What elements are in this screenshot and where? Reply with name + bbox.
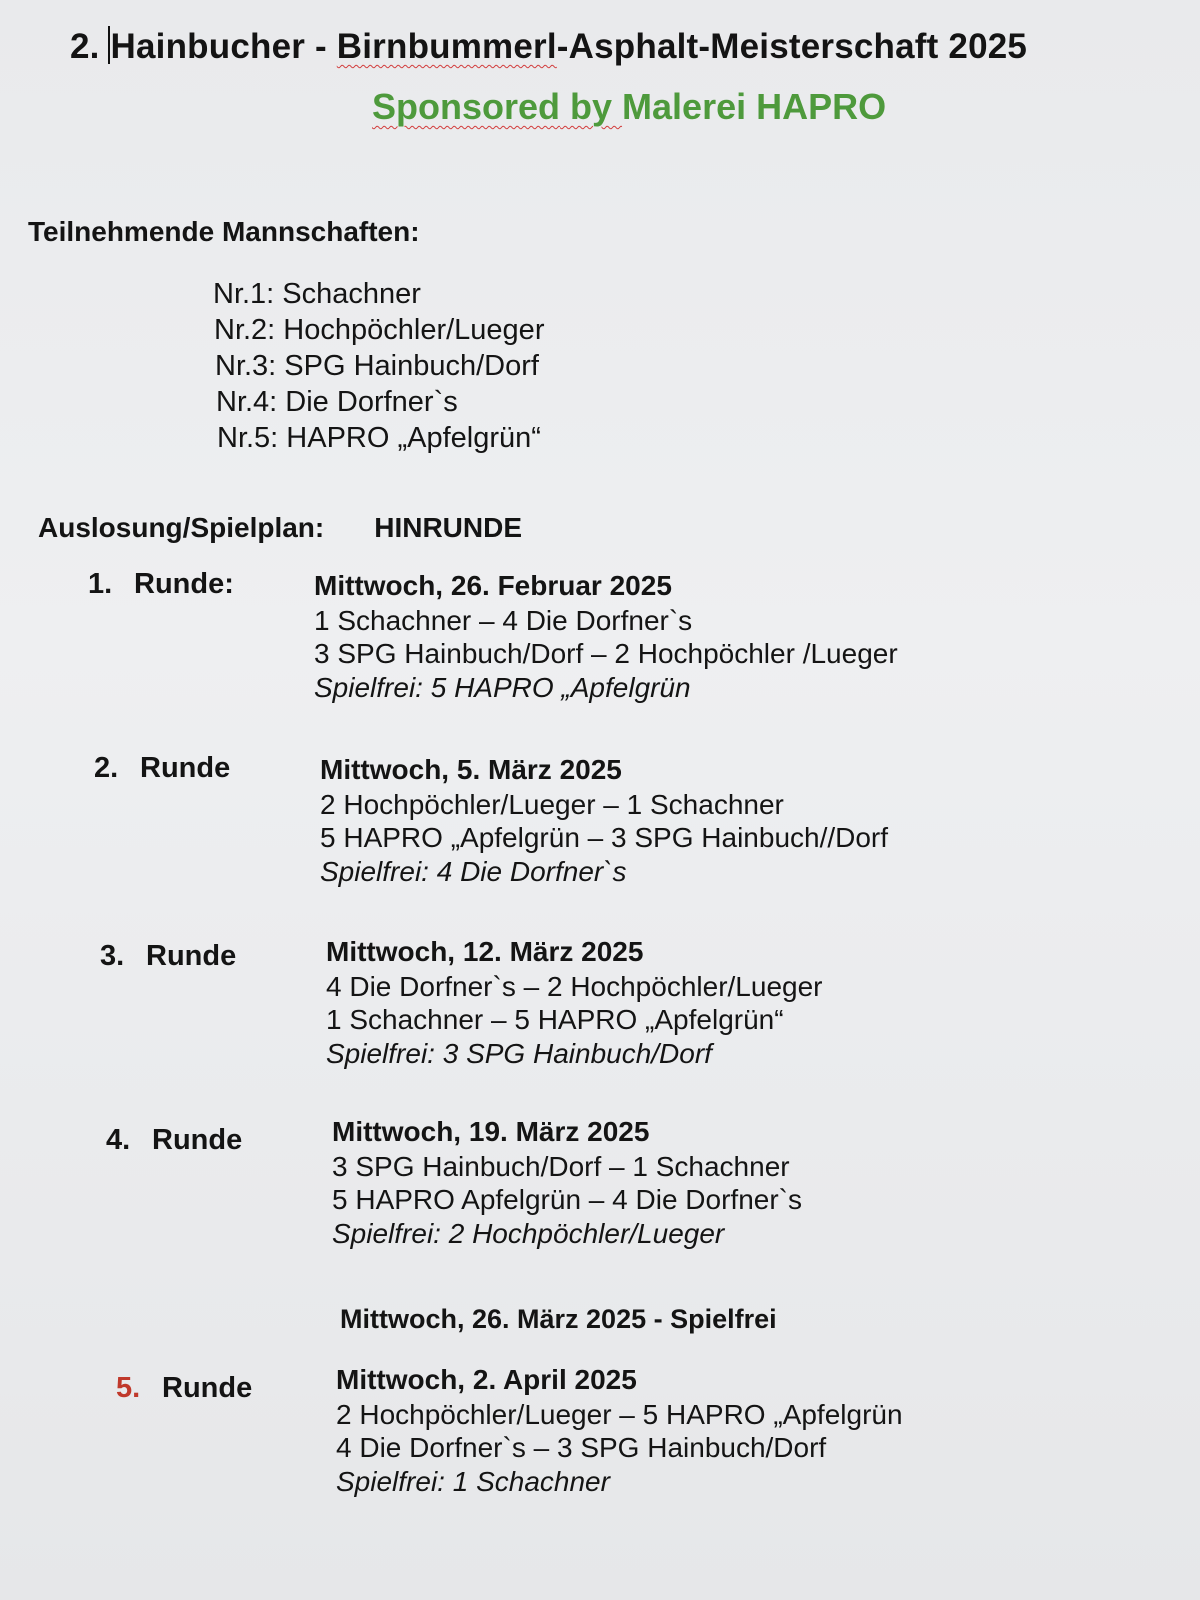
- match-line: 1 Schachner – 5 HAPRO „Apfelgrün“: [326, 1004, 784, 1035]
- match-line: 1 Schachner – 4 Die Dorfner`s: [314, 605, 693, 636]
- round-number: 4.: [106, 1124, 131, 1156]
- title-part-2: Birnbummerl: [336, 27, 557, 66]
- bye-line: Spielfrei: 5 HAPRO „Apfelgrün: [314, 672, 691, 703]
- title-number: 2.: [70, 27, 100, 66]
- round-details: [320, 752, 888, 890]
- round-label: [94, 752, 230, 785]
- team-item: Nr.3: SPG Hainbuch/Dorf: [215, 350, 539, 382]
- match-line: 2 Hochpöchler/Lueger – 5 HAPRO „Apfelgrün: [336, 1399, 903, 1430]
- round-word: Runde: [152, 1124, 243, 1156]
- match-line: 4 Die Dorfner`s – 2 Hochpöchler/Lueger: [326, 971, 823, 1002]
- round-label: [88, 568, 234, 601]
- round-details: [314, 568, 898, 706]
- round-word: Runde: [146, 940, 237, 972]
- bye-line: Spielfrei: 4 Die Dorfner`s: [320, 856, 627, 887]
- round-details: [326, 934, 822, 1072]
- title-part-3: -Asphalt-Meisterschaft 2025: [556, 27, 1028, 66]
- round-label: [116, 1372, 252, 1405]
- round-number: 3.: [100, 940, 125, 972]
- bye-week: Mittwoch, 26. März 2025 - Spielfrei: [340, 1304, 777, 1334]
- round-date: Mittwoch, 19. März 2025: [332, 1116, 650, 1147]
- match-line: 5 HAPRO „Apfelgrün – 3 SPG Hainbuch//Dorf: [320, 822, 889, 853]
- round-number: 1.: [88, 568, 113, 600]
- bye-line: Spielfrei: 2 Hochpöchler/Lueger: [332, 1218, 725, 1249]
- round-details: [332, 1114, 802, 1252]
- match-line: 3 SPG Hainbuch/Dorf – 2 Hochpöchler /Lueger: [314, 638, 898, 669]
- schedule-label: Auslosung/Spielplan:: [38, 512, 325, 543]
- sponsor-by: by: [560, 86, 623, 127]
- round-word: Runde: [162, 1372, 253, 1404]
- round-details: [336, 1362, 903, 1500]
- match-line: 4 Die Dorfner`s – 3 SPG Hainbuch/Dorf: [336, 1432, 827, 1463]
- team-item: Nr.4: Die Dorfner`s: [216, 386, 458, 418]
- round-label: [100, 940, 236, 973]
- teams-heading: Teilnehmende Mannschaften:: [28, 216, 420, 247]
- team-item: Nr.5: HAPRO „Apfelgrün“: [217, 422, 541, 454]
- sponsor-subtitle: [372, 86, 886, 128]
- text-cursor: [108, 26, 110, 64]
- title-part-1: Hainbucher -: [110, 27, 337, 66]
- round-date: Mittwoch, 12. März 2025: [326, 936, 644, 967]
- round-label: [106, 1124, 242, 1157]
- match-line: 3 SPG Hainbuch/Dorf – 1 Schachner: [332, 1151, 790, 1182]
- team-item: Nr.2: Hochpöchler/Lueger: [214, 314, 545, 346]
- round-number: 5.: [116, 1372, 141, 1404]
- document-title: [70, 26, 1027, 67]
- round-word: Runde: [140, 752, 231, 784]
- bye-line: Spielfrei: 3 SPG Hainbuch/Dorf: [326, 1038, 712, 1069]
- round-date: Mittwoch, 26. Februar 2025: [314, 570, 672, 601]
- round-date: Mittwoch, 2. April 2025: [336, 1364, 637, 1395]
- schedule-phase: HINRUNDE: [374, 512, 523, 543]
- schedule-heading: [38, 512, 522, 544]
- round-number: 2.: [94, 752, 119, 784]
- sponsor-word: Sponsored: [372, 86, 561, 127]
- team-item: Nr.1: Schachner: [213, 278, 421, 310]
- match-line: 2 Hochpöchler/Lueger – 1 Schachner: [320, 789, 784, 820]
- teams-list: [213, 276, 544, 456]
- bye-line: Spielfrei: 1 Schachner: [336, 1466, 610, 1497]
- sponsor-name: Malerei HAPRO: [622, 86, 887, 127]
- round-word: Runde:: [134, 568, 234, 600]
- match-line: 5 HAPRO Apfelgrün – 4 Die Dorfner`s: [332, 1184, 802, 1215]
- round-date: Mittwoch, 5. März 2025: [320, 754, 622, 785]
